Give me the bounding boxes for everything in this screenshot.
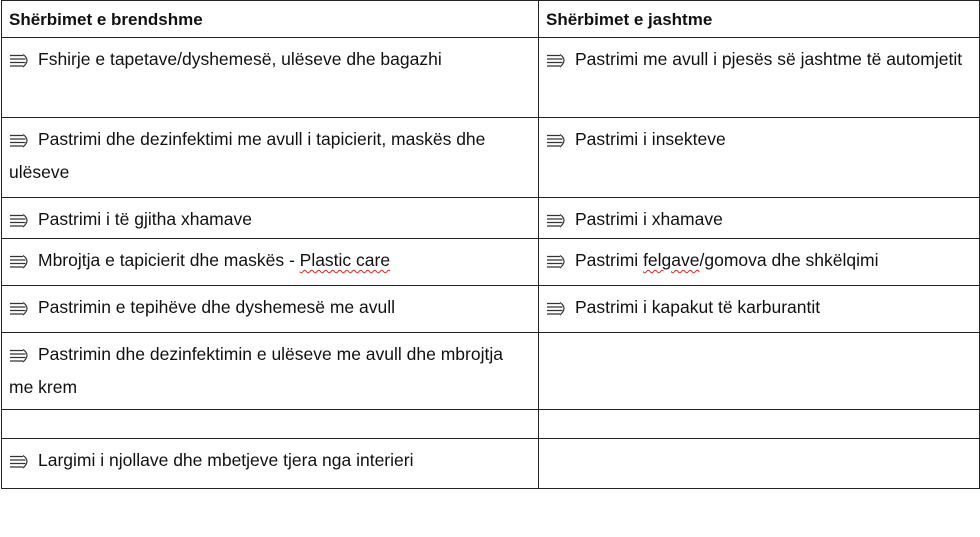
external-service-cell — [539, 38, 980, 118]
right-arrow-icon — [9, 47, 33, 77]
internal-service-cell — [2, 286, 539, 333]
table-row — [2, 239, 980, 286]
table-row — [2, 118, 980, 198]
internal-service-text: Largimi i njollave dhe mbetjeve tjera nga interieri — [38, 450, 414, 470]
internal-service-cell — [2, 118, 539, 198]
internal-service-text: Pastrimin e tepihëve dhe dyshemesë me avull — [38, 297, 395, 317]
right-arrow-icon — [9, 248, 33, 278]
internal-service-cell — [2, 38, 539, 118]
right-arrow-icon — [9, 127, 33, 157]
services-table — [1, 0, 980, 489]
table-header-row — [2, 1, 980, 38]
internal-service-cell — [2, 239, 539, 286]
right-arrow-icon — [9, 342, 33, 372]
external-service-text: Pastrimi i xhamave — [575, 209, 723, 229]
table-row — [2, 38, 980, 118]
header-external-services: Shërbimet e jashtme — [539, 1, 980, 38]
right-arrow-icon — [546, 207, 570, 237]
internal-service-text: Fshirje e tapetave/dyshemesë, ulëseve dhe bagazhi — [38, 49, 442, 69]
right-arrow-icon — [9, 207, 33, 237]
internal-service-text: Pastrimi i të gjitha xhamave — [38, 209, 252, 229]
table-row — [2, 333, 980, 410]
external-service-cell-empty — [539, 439, 980, 489]
external-service-cell — [539, 118, 980, 198]
right-arrow-icon — [9, 295, 33, 325]
spellcheck-marked-text: felgave — [643, 250, 700, 270]
external-service-cell — [539, 239, 980, 286]
external-service-text: Pastrimi i insekteve — [575, 129, 726, 149]
right-arrow-icon — [9, 448, 33, 478]
external-service-text: Pastrimi me avull i pjesës së jashtme të automjetit — [575, 49, 963, 69]
table-row — [2, 439, 980, 489]
internal-service-cell — [2, 198, 539, 239]
external-service-cell — [539, 198, 980, 239]
external-service-text-suffix: /gomova dhe shkëlqimi — [699, 250, 879, 270]
external-service-cell-empty — [539, 410, 980, 439]
internal-service-text: Pastrimi dhe dezinfektimi me avull i tapicierit, maskës dhe ulëseve — [9, 129, 486, 182]
spellcheck-marked-text: Plastic care — [299, 250, 391, 270]
table-row — [2, 198, 980, 239]
right-arrow-icon — [546, 295, 570, 325]
external-service-text: Pastrimi — [575, 250, 644, 270]
internal-service-cell-empty — [2, 410, 539, 439]
table-row — [2, 410, 980, 439]
external-service-cell-empty — [539, 333, 980, 410]
internal-service-cell — [2, 439, 539, 489]
right-arrow-icon — [546, 127, 570, 157]
internal-service-cell — [2, 333, 539, 410]
external-service-text: Pastrimi i kapakut të karburantit — [575, 297, 821, 317]
table-row — [2, 286, 980, 333]
header-internal-services: Shërbimet e brendshme — [2, 1, 539, 38]
internal-service-text: Pastrimin dhe dezinfektimin e ulëseve me avull dhe mbrojtja me krem — [9, 344, 503, 397]
internal-service-text: Mbrojtja e tapicierit dhe maskës - — [38, 250, 300, 270]
right-arrow-icon — [546, 248, 570, 278]
external-service-cell — [539, 286, 980, 333]
right-arrow-icon — [546, 47, 570, 77]
